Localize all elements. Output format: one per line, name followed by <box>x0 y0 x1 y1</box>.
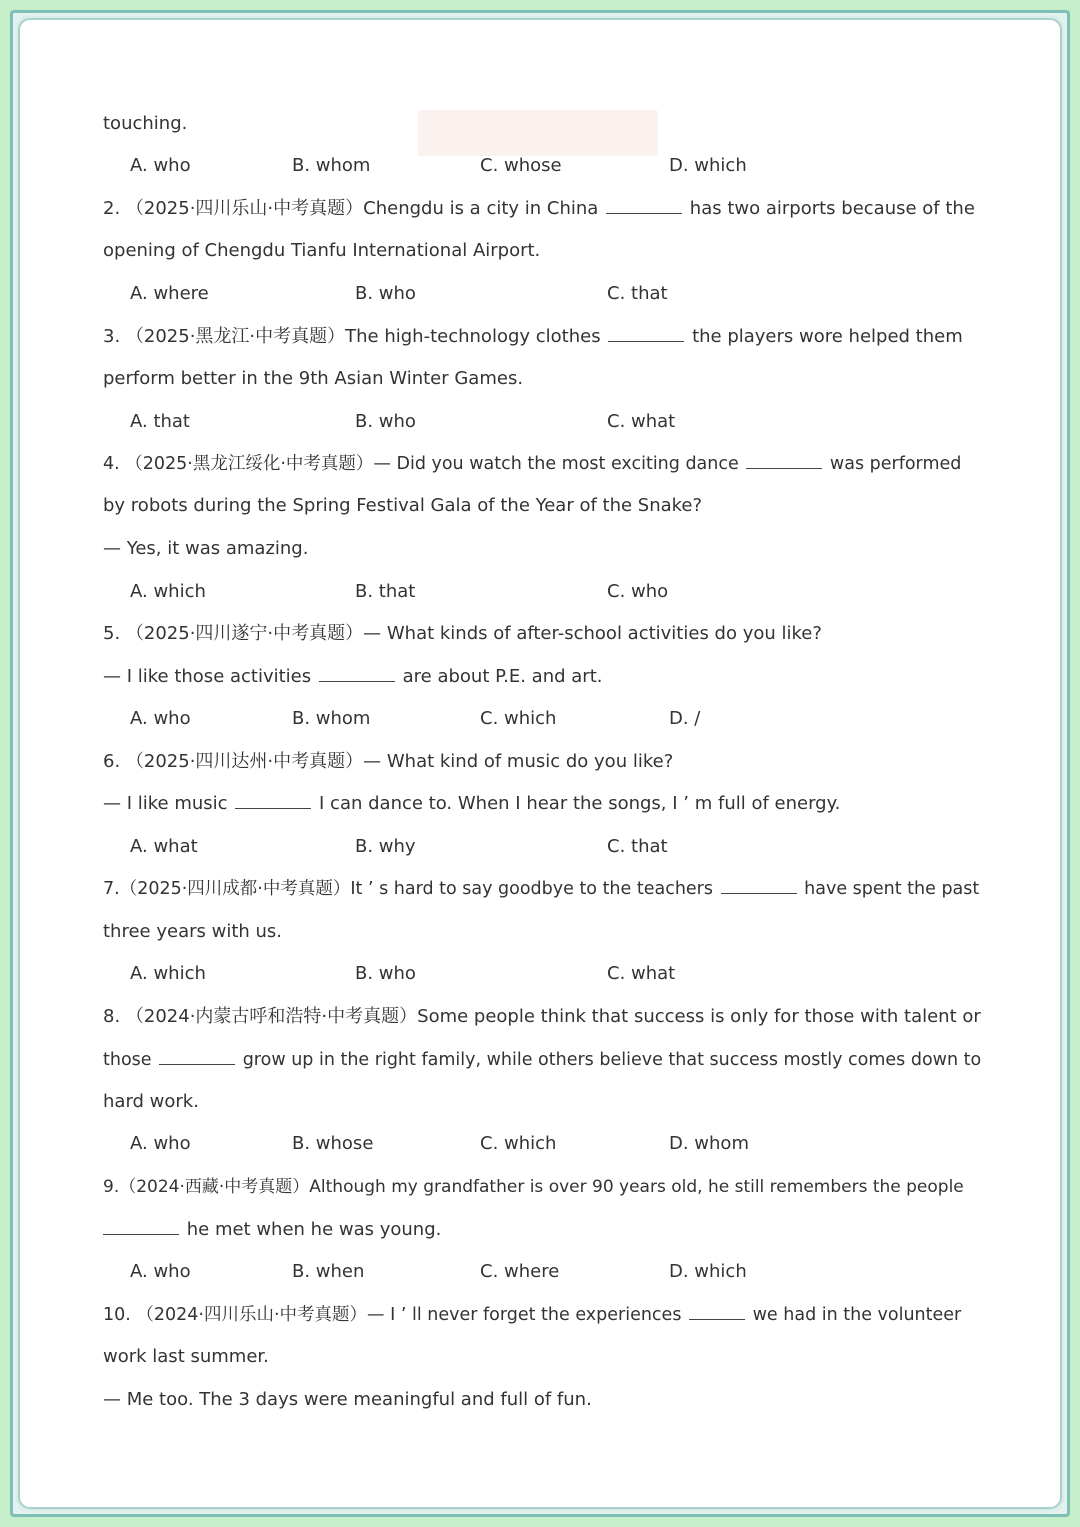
q10-stem-line3: — Me too. The 3 days were meaningful and full of fun. <box>103 1389 592 1410</box>
q4-option-b[interactable]: B. that <box>355 581 416 602</box>
q8-stem-line3: hard work. <box>103 1091 199 1112</box>
q10-stem-line1 <box>103 1303 961 1327</box>
q6-option-b[interactable]: B. why <box>355 836 416 857</box>
q5-option-c[interactable]: C. which <box>480 708 557 729</box>
q2-stem-line1 <box>103 197 975 221</box>
q5-stem-line2 <box>103 665 602 689</box>
q9-option-b[interactable]: B. when <box>292 1261 365 1282</box>
q9-blank <box>103 1218 179 1235</box>
q8-stem-part1: those <box>103 1050 152 1070</box>
q9-option-d[interactable]: D. which <box>669 1261 747 1282</box>
q2-option-c[interactable]: C. that <box>607 283 668 304</box>
q9-stem-line2 <box>103 1218 441 1242</box>
q8-option-c[interactable]: C. which <box>480 1133 557 1154</box>
redaction-smudge <box>418 110 658 156</box>
q8-option-b[interactable]: B. whose <box>292 1133 374 1154</box>
q2-blank <box>606 197 682 214</box>
q7-stem-line2: three years with us. <box>103 921 283 942</box>
q6-option-a[interactable]: A. what <box>130 836 198 857</box>
q2-option-b[interactable]: B. who <box>355 283 416 304</box>
q10-stem-part2: we had in the volunteer <box>752 1305 962 1325</box>
q1-option-d[interactable]: D. which <box>669 155 747 176</box>
q6-stem-line2 <box>103 792 840 816</box>
q8-stem-part2: grow up in the right family, while others believe that success mostly comes down to <box>242 1050 982 1070</box>
q4-stem-line3: — Yes, it was amazing. <box>103 538 309 559</box>
q8-stem-line1: 8. （2024·内蒙古呼和浩特·中考真题）Some people think that success is only for those with talent or <box>103 1006 981 1027</box>
q6-stem-part1: — I like music <box>103 793 228 814</box>
q2-stem-part2: has two airports because of the <box>689 198 975 219</box>
q6-stem-part2: I can dance to. When I hear the songs, I ’ m full of energy. <box>319 793 841 814</box>
q3-option-a[interactable]: A. that <box>130 411 190 432</box>
q7-option-c[interactable]: C. what <box>607 963 676 984</box>
q4-blank <box>746 452 822 469</box>
q2-option-a[interactable]: A. where <box>130 283 209 304</box>
q9-option-c[interactable]: C. where <box>480 1261 560 1282</box>
q3-stem-line1 <box>103 325 963 349</box>
q4-option-a[interactable]: A. which <box>130 581 206 602</box>
q6-blank <box>235 792 311 809</box>
q9-option-a[interactable]: A. who <box>130 1261 191 1282</box>
q4-stem-part2: was performed <box>829 454 962 474</box>
q7-stem-part1: 7.（2025·四川成都·中考真题）It ’ s hard to say goodbye to the teachers <box>103 879 713 899</box>
q5-option-b[interactable]: B. whom <box>292 708 371 729</box>
q1-text-tail: touching. <box>103 113 188 134</box>
q2-stem-line2: opening of Chengdu Tianfu International Airport. <box>103 240 541 261</box>
q8-option-a[interactable]: A. who <box>130 1133 191 1154</box>
q1-option-a[interactable]: A. who <box>130 155 191 176</box>
q4-stem-line1 <box>103 452 961 476</box>
q5-stem-part1: — I like those activities <box>103 666 312 687</box>
q3-stem-part2: the players wore helped them <box>692 326 963 347</box>
q3-option-b[interactable]: B. who <box>355 411 416 432</box>
q8-blank <box>159 1048 235 1065</box>
q7-stem-line1 <box>103 877 979 901</box>
q5-stem-part2: are about P.E. and art. <box>402 666 603 687</box>
q7-option-b[interactable]: B. who <box>355 963 416 984</box>
q4-stem-part1: 4. （2025·黑龙江绥化·中考真题）— Did you watch the most exciting dance <box>103 454 739 474</box>
q9-stem-line1: 9.（2024·西藏·中考真题）Although my grandfather is over 90 years old, he still remembers the people <box>103 1177 964 1197</box>
q2-stem-part1: 2. （2025·四川乐山·中考真题）Chengdu is a city in China <box>103 198 599 219</box>
q10-blank <box>689 1303 745 1320</box>
q7-stem-part2: have spent the past <box>804 879 980 899</box>
q6-stem-line1: 6. （2025·四川达州·中考真题）— What kind of music do you like? <box>103 751 674 772</box>
q4-option-c[interactable]: C. who <box>607 581 669 602</box>
q9-stem-part2: he met when he was young. <box>186 1219 442 1240</box>
q3-option-c[interactable]: C. what <box>607 411 676 432</box>
q7-blank <box>721 877 797 894</box>
q7-option-a[interactable]: A. which <box>130 963 206 984</box>
q5-stem-line1: 5. （2025·四川遂宁·中考真题）— What kinds of after-school activities do you like? <box>103 623 822 644</box>
q3-stem-part1: 3. （2025·黑龙江·中考真题）The high-technology clothes <box>103 326 601 347</box>
q6-option-c[interactable]: C. that <box>607 836 668 857</box>
q10-stem-line2: work last summer. <box>103 1346 269 1367</box>
q5-blank <box>319 665 395 682</box>
q1-option-b[interactable]: B. whom <box>292 155 371 176</box>
q8-stem-line2 <box>103 1048 981 1072</box>
q3-stem-line2: perform better in the 9th Asian Winter Games. <box>103 368 524 389</box>
q10-stem-part1: 10. （2024·四川乐山·中考真题）— I ’ ll never forget the experiences <box>103 1305 682 1325</box>
q3-blank <box>608 325 684 342</box>
q5-option-a[interactable]: A. who <box>130 708 191 729</box>
q1-option-c[interactable]: C. whose <box>480 155 562 176</box>
q8-option-d[interactable]: D. whom <box>669 1133 749 1154</box>
q4-stem-line2: by robots during the Spring Festival Gala of the Year of the Snake? <box>103 495 703 516</box>
q5-option-d[interactable]: D. / <box>669 708 701 729</box>
